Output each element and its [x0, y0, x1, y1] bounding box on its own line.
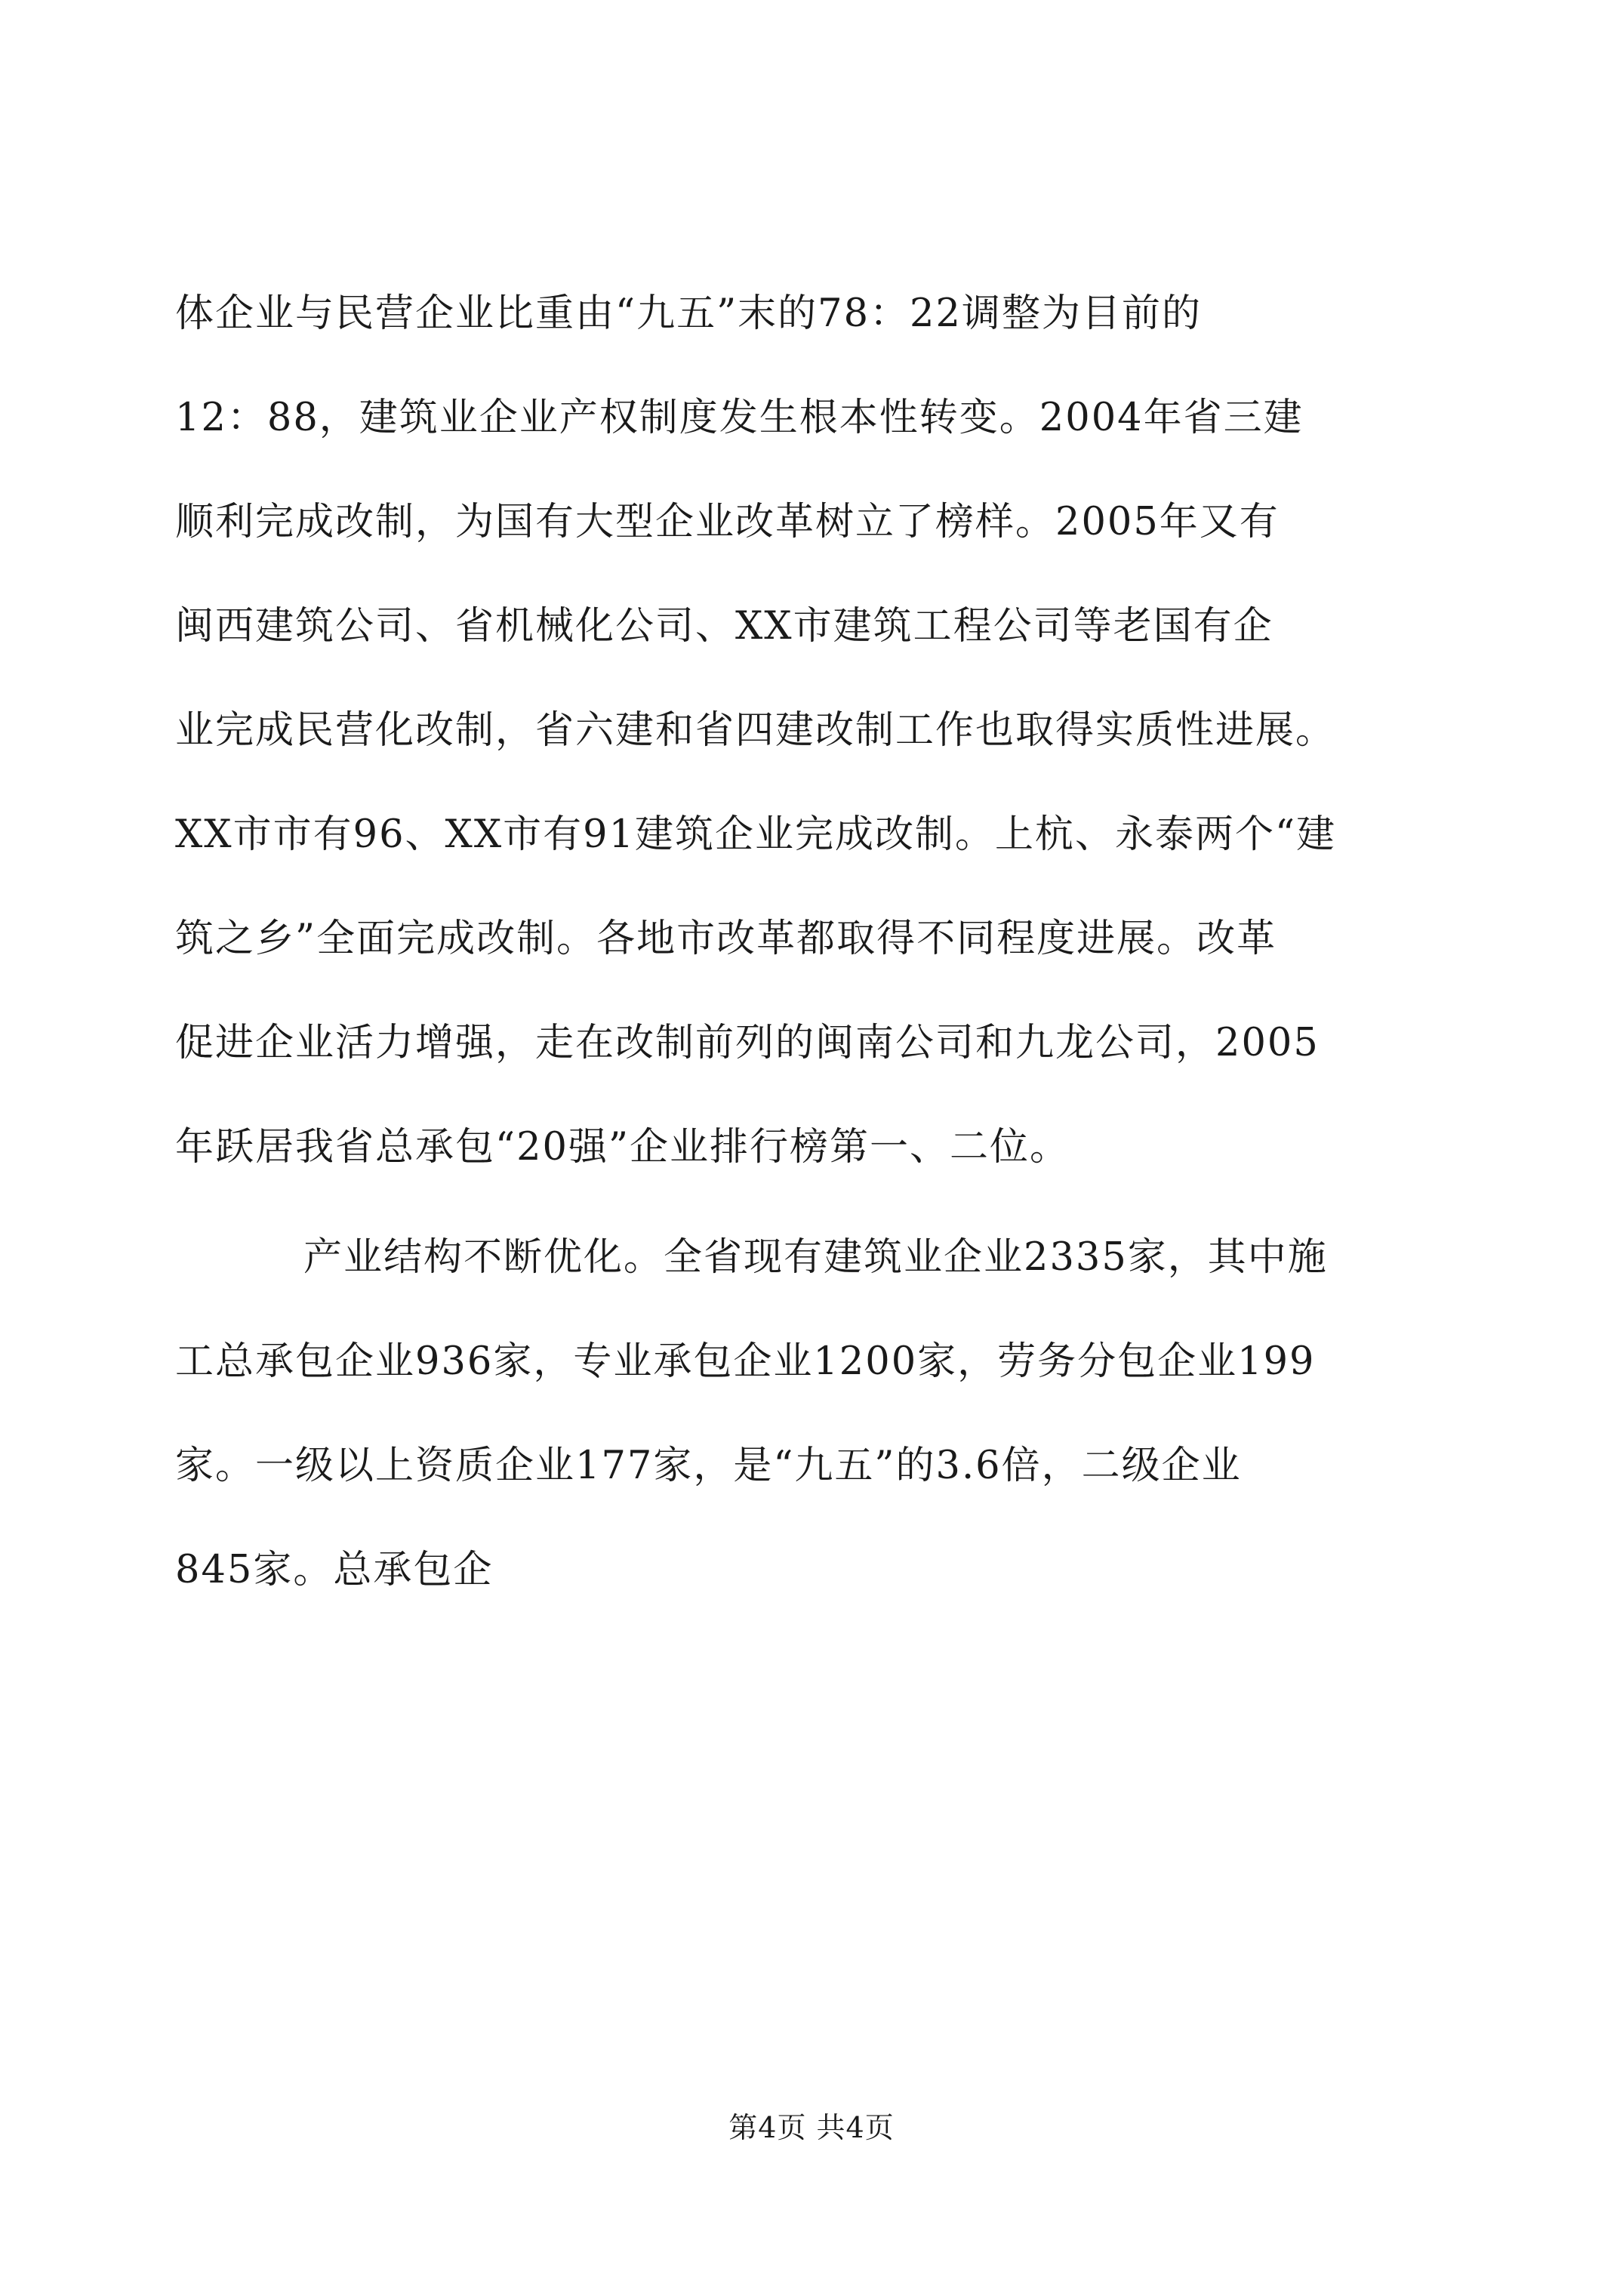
text-line: 闽西建筑公司、省机械化公司、XX市建筑工程公司等老国有企 [175, 604, 1273, 649]
text-line: 业完成民营化改制，省六建和省四建改制工作也取得实质性进展。 [175, 708, 1336, 753]
text-line: XX市市有96、XX市有91建筑企业完成改制。上杭、永泰两个“建 [175, 812, 1337, 857]
text-line: 顺利完成改制，为国有大型企业改革树立了榜样。2005年又有 [175, 500, 1280, 544]
text-line: 促进企业活力增强，走在改制前列的闽南公司和九龙公司，2005 [175, 1021, 1320, 1065]
text-line: 产业结构不断优化。全省现有建筑业企业2335家，其中施 [303, 1235, 1328, 1280]
page-footer: 第4页 共4页 [728, 2111, 895, 2144]
text-line: 12：88，建筑业企业产权制度发生根本性转变。2004年省三建 [175, 396, 1304, 440]
text-line: 845家。总承包企 [175, 1548, 494, 1592]
paragraph-gap [175, 1216, 1443, 1222]
text-line: 筑之乡”全面完成改制。各地市改革都取得不同程度进展。改革 [175, 917, 1277, 961]
text-line: 年跃居我省总承包“20强”企业排行榜第一、二位。 [175, 1125, 1070, 1170]
text-line: 工总承包企业936家，专业承包企业1200家，劳务分包企业199 [175, 1339, 1316, 1384]
text-line: 体企业与民营企业比重由“九五”末的78：22调整为目前的 [175, 291, 1202, 336]
document-body [175, 278, 1443, 1638]
text-line: 家。一级以上资质企业177家，是“九五”的3.6倍，二级企业 [175, 1444, 1242, 1488]
